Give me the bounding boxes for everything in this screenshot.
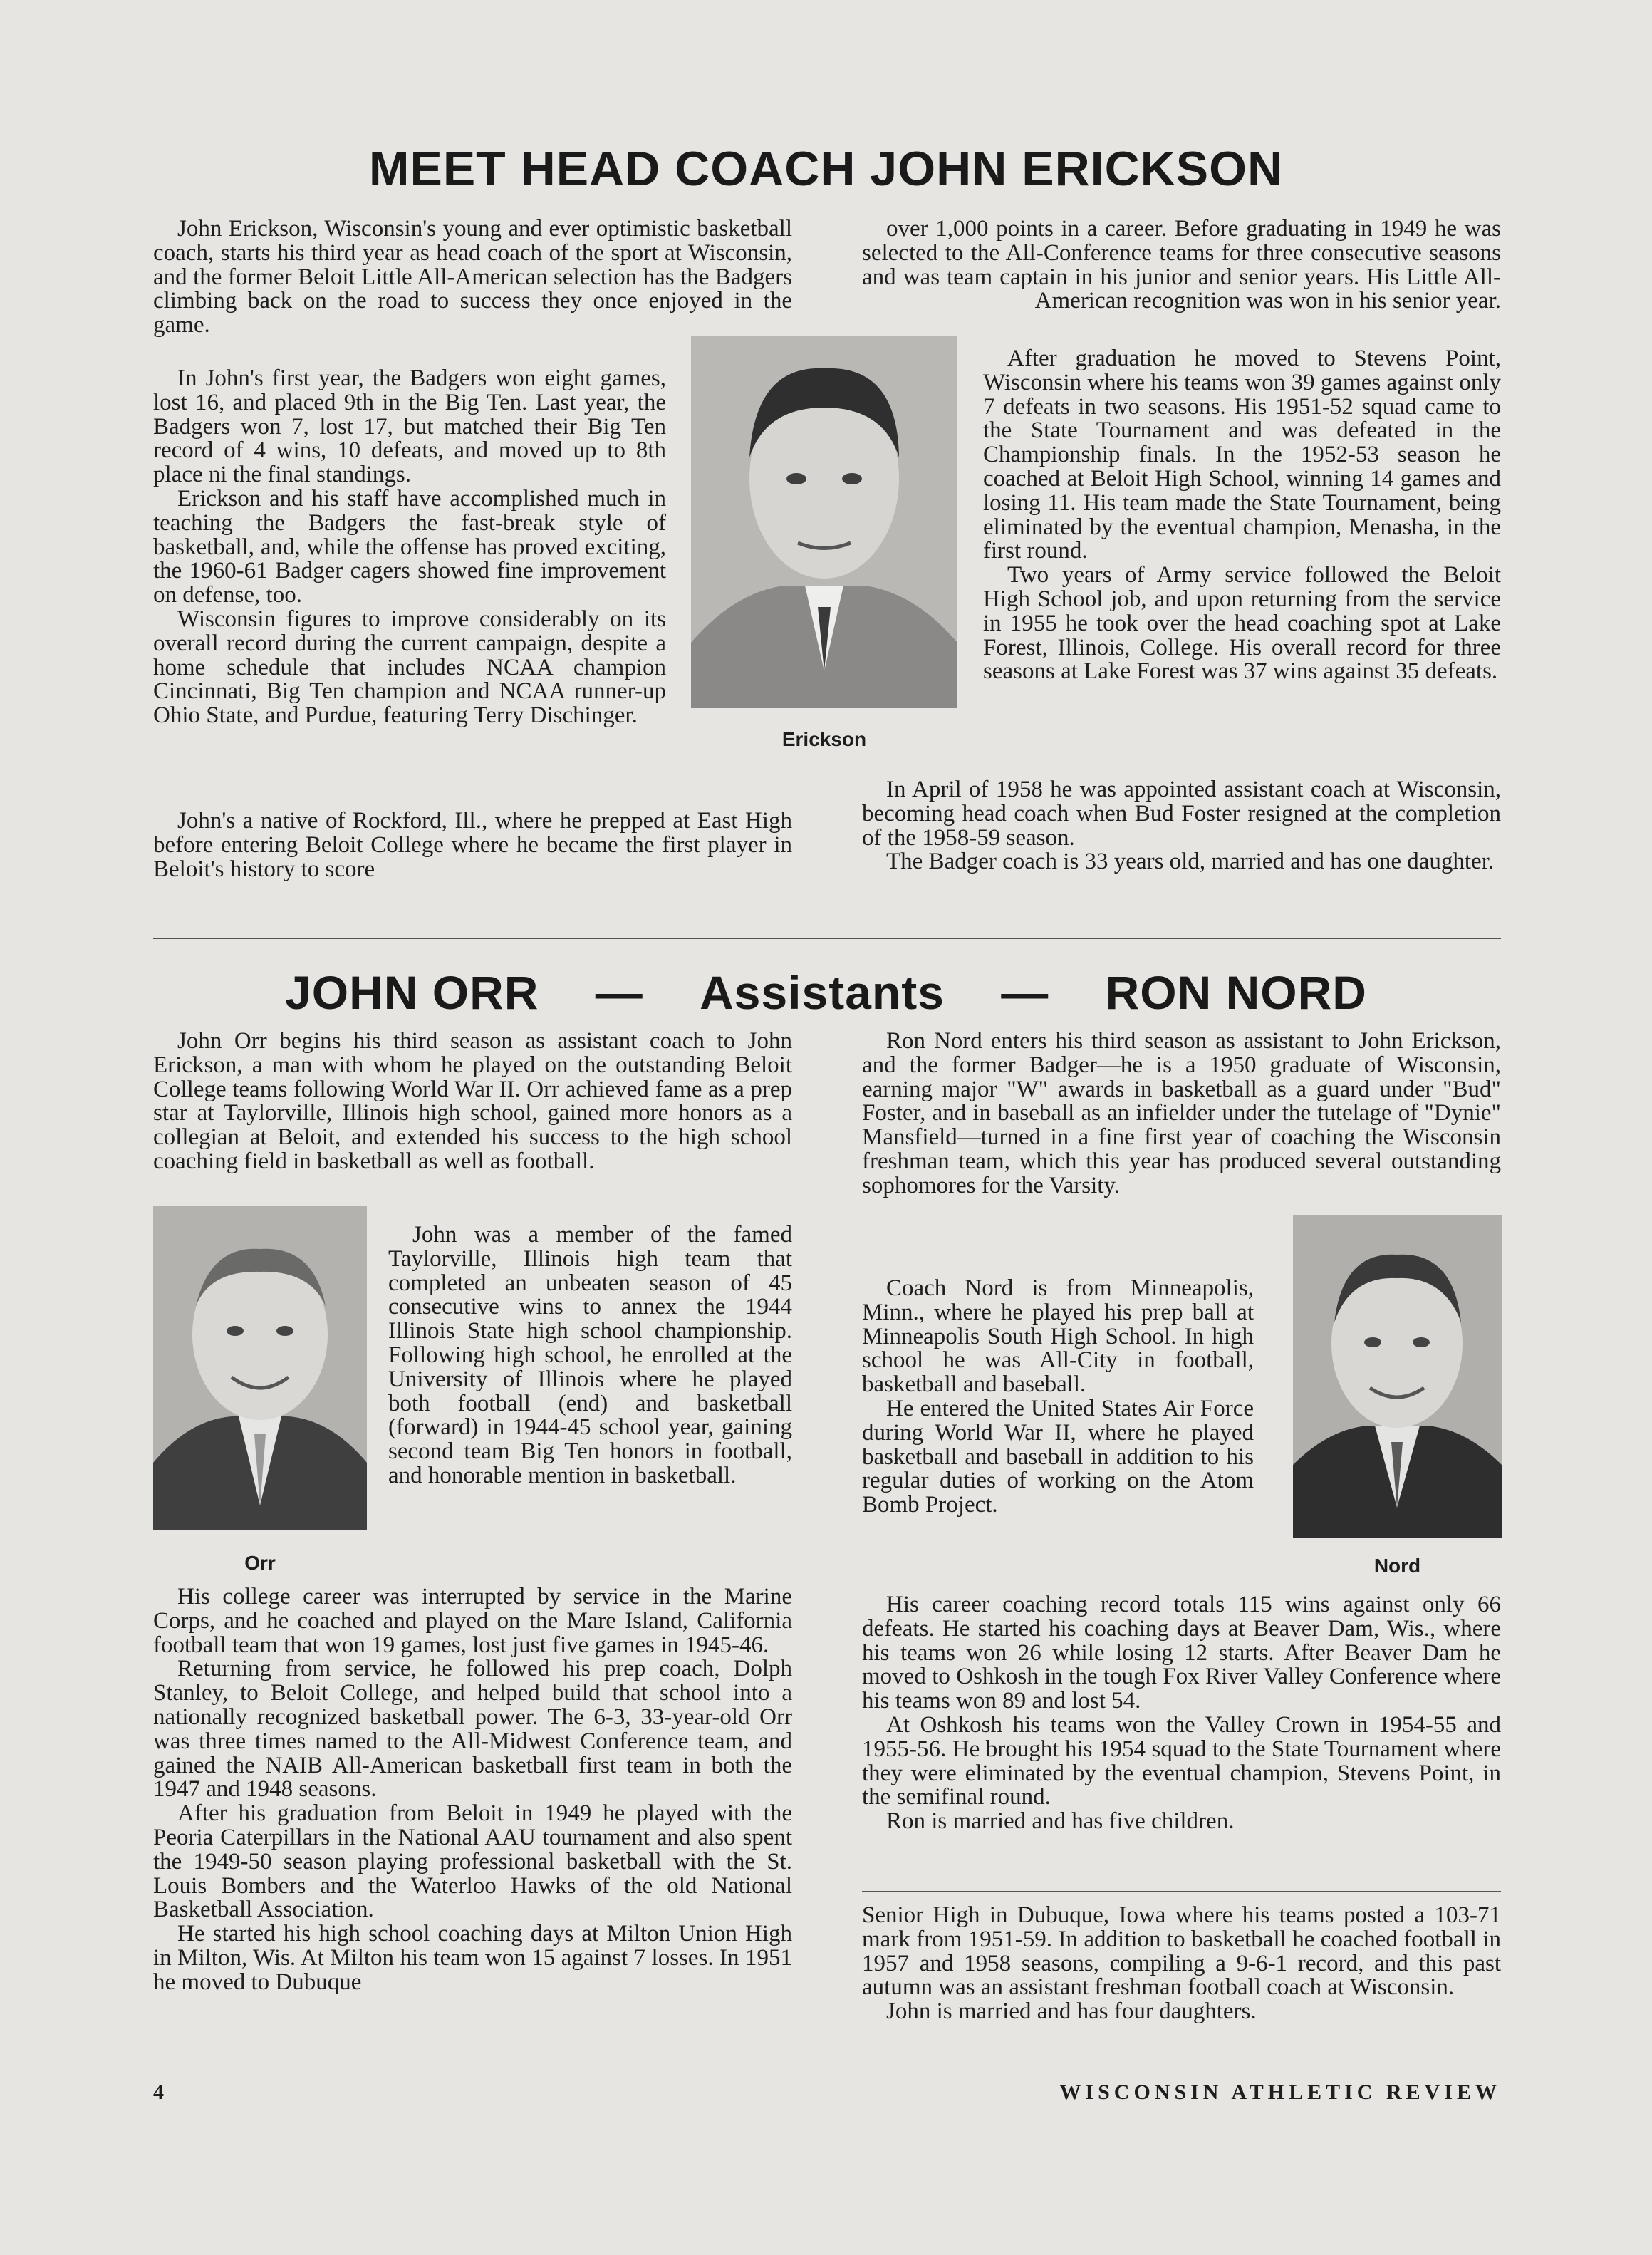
paragraph: over 1,000 points in a career. Before graduating in 1949 he was selected to the All-Conference teams for three consecutive seasons and was team captain in his junior and senior years. His Little All-American recognition was won in his senior year. (862, 216, 1501, 314)
paragraph: His college career was interrupted by service in the Marine Corps, and he coached and played on the Mare Island, California football team that won 19 games, lost just five games in 1945-46. (153, 1584, 792, 1658)
erickson-caption: Erickson (781, 728, 867, 750)
title-assistants: Assistants (700, 966, 945, 1019)
erickson-left-column-wrap (153, 361, 666, 728)
nord-caption: Nord (1373, 1555, 1421, 1577)
title-dash: — (1001, 966, 1049, 1019)
erickson-left-column (153, 217, 792, 338)
title-dash: — (595, 966, 643, 1019)
orr-column-wrap (388, 1223, 792, 1488)
erickson-right-column-bottom (862, 778, 1501, 874)
orr-column-top (153, 1030, 792, 1174)
paragraph: At Oshkosh his teams won the Valley Crown in 1954-55 and 1955-56. He brought his 1954 squad to the State Tournament where they were eliminated by the eventual champion, Stevens Point, in the semifinal round. (862, 1711, 1501, 1810)
assistants-title (0, 965, 1652, 1020)
nord-column-wrap (862, 1277, 1254, 1518)
nord-photo (1293, 1215, 1502, 1538)
erickson-right-column-top (862, 217, 1501, 313)
paragraph: His career coaching record totals 115 wins against only 66 defeats. He started his coaching days at Beaver Dam, Wis., where his teams won 26 while losing 12 starts. After Beaver Dam he moved to Oshkosh in the tough Fox River Valley Conference where his teams won 89 and lost 54. (862, 1592, 1501, 1714)
erickson-right-column-wrap (983, 347, 1501, 684)
portrait-icon (691, 336, 957, 708)
paragraph: Returning from service, he followed his prep coach, Dolph Stanley, to Beloit College, and helped build that school into a nationally recognized basketball power. The 6-3, 33-year-old Orr was three times named to the All-Midwest Conference team, and gained the NAIB All-American basketball first team in both the 1947 and 1948 seasons. (153, 1656, 792, 1803)
orr-caption: Orr (244, 1552, 276, 1574)
section-divider (153, 938, 1501, 939)
paragraph: Erickson and his staff have accomplished much in teaching the Badgers the fast-break style of basketball, and, while the offense has proved exciting, the 1960-61 Badger cagers showed fine improvement on defense, too. (153, 485, 666, 608)
page-title: MEET HEAD COACH JOHN ERICKSON (368, 142, 1284, 196)
paragraph: John Orr begins his third season as assistant coach to John Erickson, a man with whom he played on the outstanding Beloit College teams following World War II. Orr achieved fame as a prep star at Taylorville, Illinois high school, gained more honors as a collegian at Beloit, and extended his success to the high school coaching field in basketball as well as football. (153, 1028, 792, 1174)
paragraph: After graduation he moved to Stevens Point, Wisconsin where his teams won 39 games against only 7 defeats in two seasons. His 1951-52 squad came to the State Tournament and was defeated in the Championship finals. In the 1952-53 season he coached at Beloit High School, winning 14 games and losing 11. His team made the State Tournament, being eliminated by the eventual champion, Menasha, in the first round. (983, 346, 1501, 564)
paragraph: Two years of Army service followed the Beloit High School job, and upon returning from the service in 1955 he took over the head coaching spot at Lake Forest, Illinois, College. His overall record for three seasons at Lake Forest was 37 wins against 35 defeats. (983, 562, 1501, 685)
paragraph: Senior High in Dubuque, Iowa where his teams posted a 103-71 mark from 1951-59. In addition to basketball he coached football in 1957 and 1958 seasons, compiling a 9-6-1 record, and this past autumn was an assistant freshman football coach at Wisconsin. (862, 1902, 1501, 2001)
paragraph: In John's first year, the Badgers won eight games, lost 16, and placed 9th in the Big Ten. Last year, the Badgers won 7, lost 17, but matched their Big Ten record of 4 wins, 10 defeats, and moved up to 8th place ni the final standings. (153, 366, 666, 488)
paragraph: In April of 1958 he was appointed assistant coach at Wisconsin, becoming head coach when Bud Foster resigned at the completion of the 1958-59 season. (862, 777, 1501, 851)
paragraph: Ron Nord enters his third season as assistant to John Erickson, and the former Badger—he is a 1950 graduate of Wisconsin, earning major "W" awards in basketball as a guard under "Bud" Foster, and in baseball as an infielder under the tutelage of "Dynie" Mansfield—turned in a fine first year of coaching the Wisconsin freshman team, which this year has produced several outstanding sophomores for the Varsity. (862, 1028, 1501, 1198)
column-divider (862, 1891, 1501, 1892)
orr-continued-column (862, 1904, 1501, 2024)
title-ron-nord: RON NORD (1105, 966, 1367, 1019)
paragraph: After his graduation from Beloit in 1949 he played with the Peoria Caterpillars in the National AAU tournament and also spent the 1949-50 season playing professional basketball with the St. Louis Bombers and the Waterloo Hawks of the old National Basketball Association. (153, 1800, 792, 1923)
paragraph: The Badger coach is 33 years old, married and has one daughter. (886, 849, 1495, 875)
orr-column-bottom (153, 1585, 792, 1995)
erickson-photo (691, 336, 957, 708)
orr-photo (153, 1206, 367, 1530)
paragraph: John is married and has four daughters. (886, 1999, 1257, 2025)
paragraph: John Erickson, Wisconsin's young and ever optimistic basketball coach, starts his third year as head coach of the sport at Wisconsin, and the former Beloit Little All-American selection has the Badgers climbing back on the road to success they once enjoyed in the game. (153, 216, 792, 338)
publication-name: WISCONSIN ATHLETIC REVIEW (1059, 2080, 1501, 2104)
erickson-left-column-bottom (153, 809, 792, 881)
nord-column-bottom (862, 1593, 1501, 1834)
paragraph: Ron is married and has five children. (886, 1808, 1235, 1835)
title-john-orr: JOHN ORR (285, 966, 539, 1019)
paragraph: John's a native of Rockford, Ill., where he prepped at East High before entering Beloit College where he became the first player in Beloit's history to score (153, 808, 792, 882)
nord-column-top (862, 1030, 1501, 1198)
paragraph: Coach Nord is from Minneapolis, Minn., where he played his prep ball at Minneapolis South High School. In high school he was All-City in football, basketball and baseball. (862, 1275, 1254, 1398)
paragraph: He entered the United States Air Force during World War II, where he played basketball and baseball in addition to his regular duties of working on the Atom Bomb Project. (862, 1395, 1254, 1518)
paragraph: He started his high school coaching days at Milton Union High in Milton, Wis. At Milton his team won 15 against 7 losses. In 1951 he moved to Dubuque (153, 1921, 792, 1995)
paragraph: John was a member of the famed Taylorville, Illinois high team that completed an unbeaten season of 45 consecutive wins to annex the 1944 Illinois State high school championship. Following high school, he enrolled at the University of Illinois where he played both football (end) and basketball (forward) in 1944-45 school year, gaining second team Big Ten honors in football, and honorable mention in basketball. (388, 1222, 792, 1488)
portrait-icon (1293, 1215, 1502, 1538)
paragraph: Wisconsin figures to improve considerably on its overall record during the current campaign, despite a home schedule that includes NCAA champion Cincinnati, Big Ten champion and NCAA runner-up Ohio State, and Purdue, featuring Terry Dischinger. (153, 606, 666, 729)
portrait-icon (153, 1206, 367, 1530)
page-number: 4 (153, 2080, 168, 2104)
